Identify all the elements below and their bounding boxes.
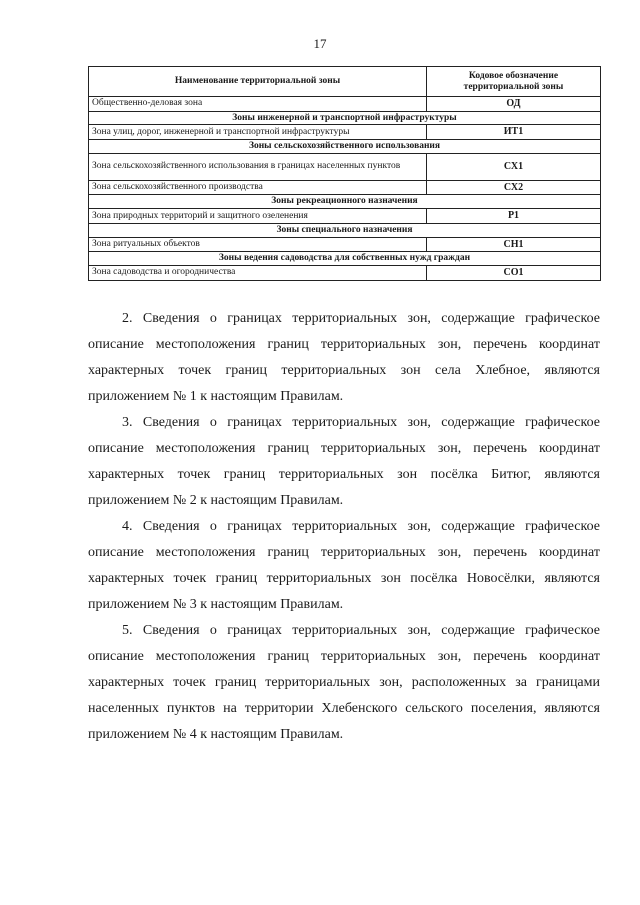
zone-row (89, 125, 601, 140)
zone-row (89, 209, 601, 224)
zone-name: Зона улиц, дорог, инженерной и транспортной инфраструктуры (89, 125, 427, 140)
zone-group-row (89, 111, 601, 125)
paragraph: 2. Сведения о границах территориальных зон, содержащие графическое описание местоположения границ территориальных зон, перечень координат характерных точек границ территориальных зон села Хлебное, являются приложением № 1 к настоящим Правилам. (88, 311, 600, 404)
zone-code: СХ1 (427, 153, 601, 180)
zone-name: Зона ритуальных объектов (89, 237, 427, 252)
zone-code: СН1 (427, 237, 601, 252)
zone-group-title: Зоны ведения садоводства для собственных нужд граждан (89, 252, 601, 266)
zone-code: СХ2 (427, 180, 601, 195)
body-text (88, 306, 600, 748)
zone-row (89, 97, 601, 112)
zone-name: Зона природных территорий и защитного озеленения (89, 209, 427, 224)
zone-name: Зона садоводства и огородничества (89, 266, 427, 281)
page-number: 17 (313, 36, 327, 51)
zone-group-title: Зоны сельскохозяйственного использования (89, 139, 601, 153)
zone-name: Общественно-деловая зона (89, 97, 427, 112)
zone-code: ОД (427, 97, 601, 112)
zone-code: СО1 (427, 266, 601, 281)
zone-group-title: Зоны специального назначения (89, 223, 601, 237)
zone-row (89, 237, 601, 252)
zone-row (89, 153, 601, 180)
header-zone-code: Кодовое обозначение территориальной зоны (427, 67, 601, 97)
paragraph: 3. Сведения о границах территориальных зон, содержащие графическое описание местоположения границ территориальных зон, перечень координат характерных точек границ территориальных зон посёлка Битюг, являются приложением № 2 к настоящим Правилам. (88, 415, 600, 508)
zone-code: ИТ1 (427, 125, 601, 140)
header-zone-name: Наименование территориальной зоны (89, 67, 427, 97)
zone-row (89, 180, 601, 195)
zone-group-row (89, 139, 601, 153)
zone-group-row (89, 252, 601, 266)
zone-group-title: Зоны инженерной и транспортной инфраструктуры (89, 111, 601, 125)
table-header-row (89, 67, 601, 97)
zone-code: Р1 (427, 209, 601, 224)
table-body (89, 97, 601, 281)
zone-group-row (89, 195, 601, 209)
zone-row (89, 266, 601, 281)
zone-name: Зона сельскохозяйственного производства (89, 180, 427, 195)
zone-group-row (89, 223, 601, 237)
territorial-zones-table (88, 66, 601, 281)
zone-name: Зона сельскохозяйственного использования в границах населенных пунктов (89, 153, 427, 180)
zone-group-title: Зоны рекреационного назначения (89, 195, 601, 209)
paragraph: 4. Сведения о границах территориальных зон, содержащие графическое описание местоположения границ территориальных зон, перечень координат характерных точек границ территориальных зон посёлка Новосёлки, являются приложением № 3 к настоящим Правилам. (88, 519, 600, 612)
paragraph: 5. Сведения о границах территориальных зон, содержащие графическое описание местоположения границ территориальных зон, перечень координат характерных точек границ территориальных зон, расположенных за границами населенных пунктов на территории Хлебенского сельского поселения, являются приложением № 4 к настоящим Правилам. (88, 623, 600, 742)
